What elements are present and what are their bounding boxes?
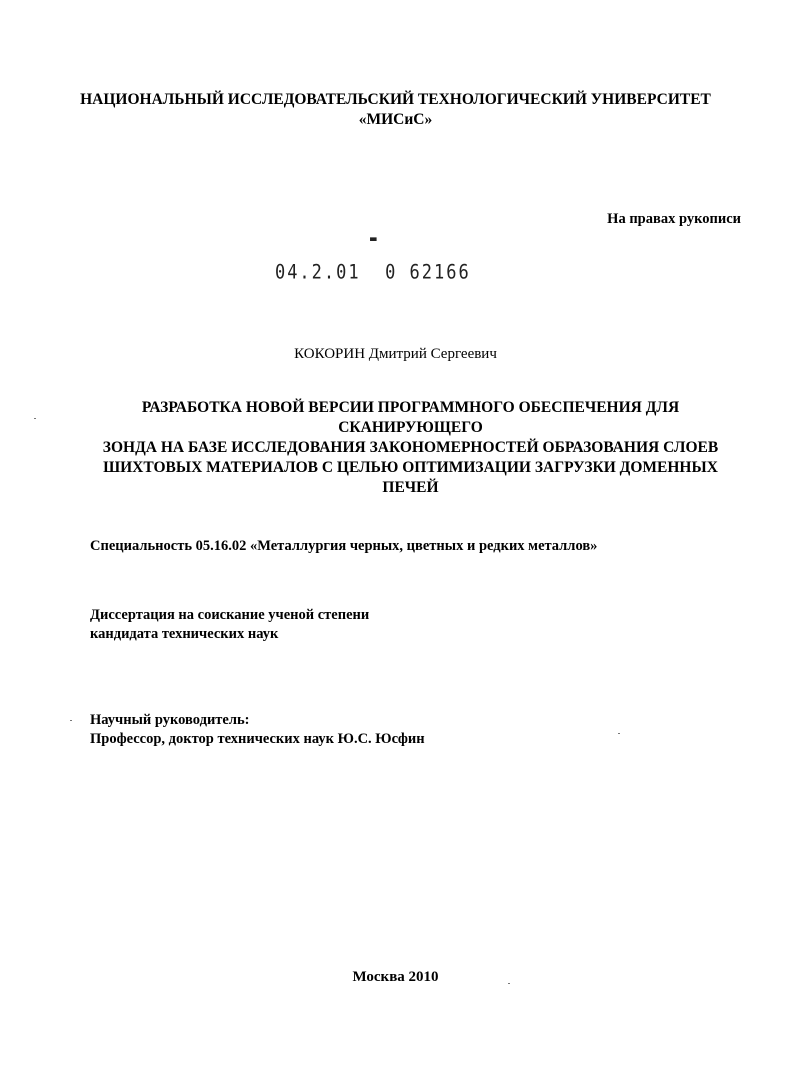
- university-name: НАЦИОНАЛЬНЫЙ ИССЛЕДОВАТЕЛЬСКИЙ ТЕХНОЛОГИЧЕСКИЙ УНИВЕРСИТЕТ: [80, 91, 711, 108]
- rights-note: На правах рукописи: [607, 211, 741, 227]
- supervisor-block: [90, 711, 425, 749]
- specialty: Специальность 05.16.02 «Металлургия черных, цветных и редких металлов»: [90, 538, 598, 554]
- supervisor-label: Научный руководитель:: [90, 712, 250, 728]
- city-year: Москва 2010: [352, 969, 439, 985]
- university-header: [0, 90, 791, 130]
- stamp-number: 04.2.01 0 62166: [274, 261, 471, 284]
- university-abbreviation: «МИСиС»: [358, 111, 433, 128]
- author-name: КОКОРИН Дмитрий Сергеевич: [294, 346, 497, 362]
- title-line: ШИХТОВЫХ МАТЕРИАЛОВ С ЦЕЛЬЮ ОПТИМИЗАЦИИ ЗАГРУЗКИ ДОМЕННЫХ ПЕЧЕЙ: [103, 459, 718, 496]
- dissertation-title: [80, 398, 741, 498]
- scan-speck: [508, 983, 510, 984]
- scan-speck: [34, 418, 36, 419]
- title-line: РАЗРАБОТКА НОВОЙ ВЕРСИИ ПРОГРАММНОГО ОБЕСПЕЧЕНИЯ ДЛЯ СКАНИРУЮЩЕГО: [141, 399, 680, 436]
- title-line: ЗОНДА НА БАЗЕ ИССЛЕДОВАНИЯ ЗАКОНОМЕРНОСТЕЙ ОБРАЗОВАНИЯ СЛОЕВ: [102, 439, 719, 456]
- degree-statement: [90, 606, 369, 644]
- degree-line: кандидата технических наук: [90, 626, 279, 642]
- library-stamp: [226, 231, 471, 330]
- scan-speck: [70, 720, 72, 721]
- scan-speck: [618, 733, 620, 734]
- degree-line: Диссертация на соискание ученой степени: [90, 607, 370, 623]
- supervisor-name: Профессор, доктор технических наук Ю.С. Юсфин: [90, 731, 425, 747]
- stamp-mark: ▬: [370, 231, 379, 247]
